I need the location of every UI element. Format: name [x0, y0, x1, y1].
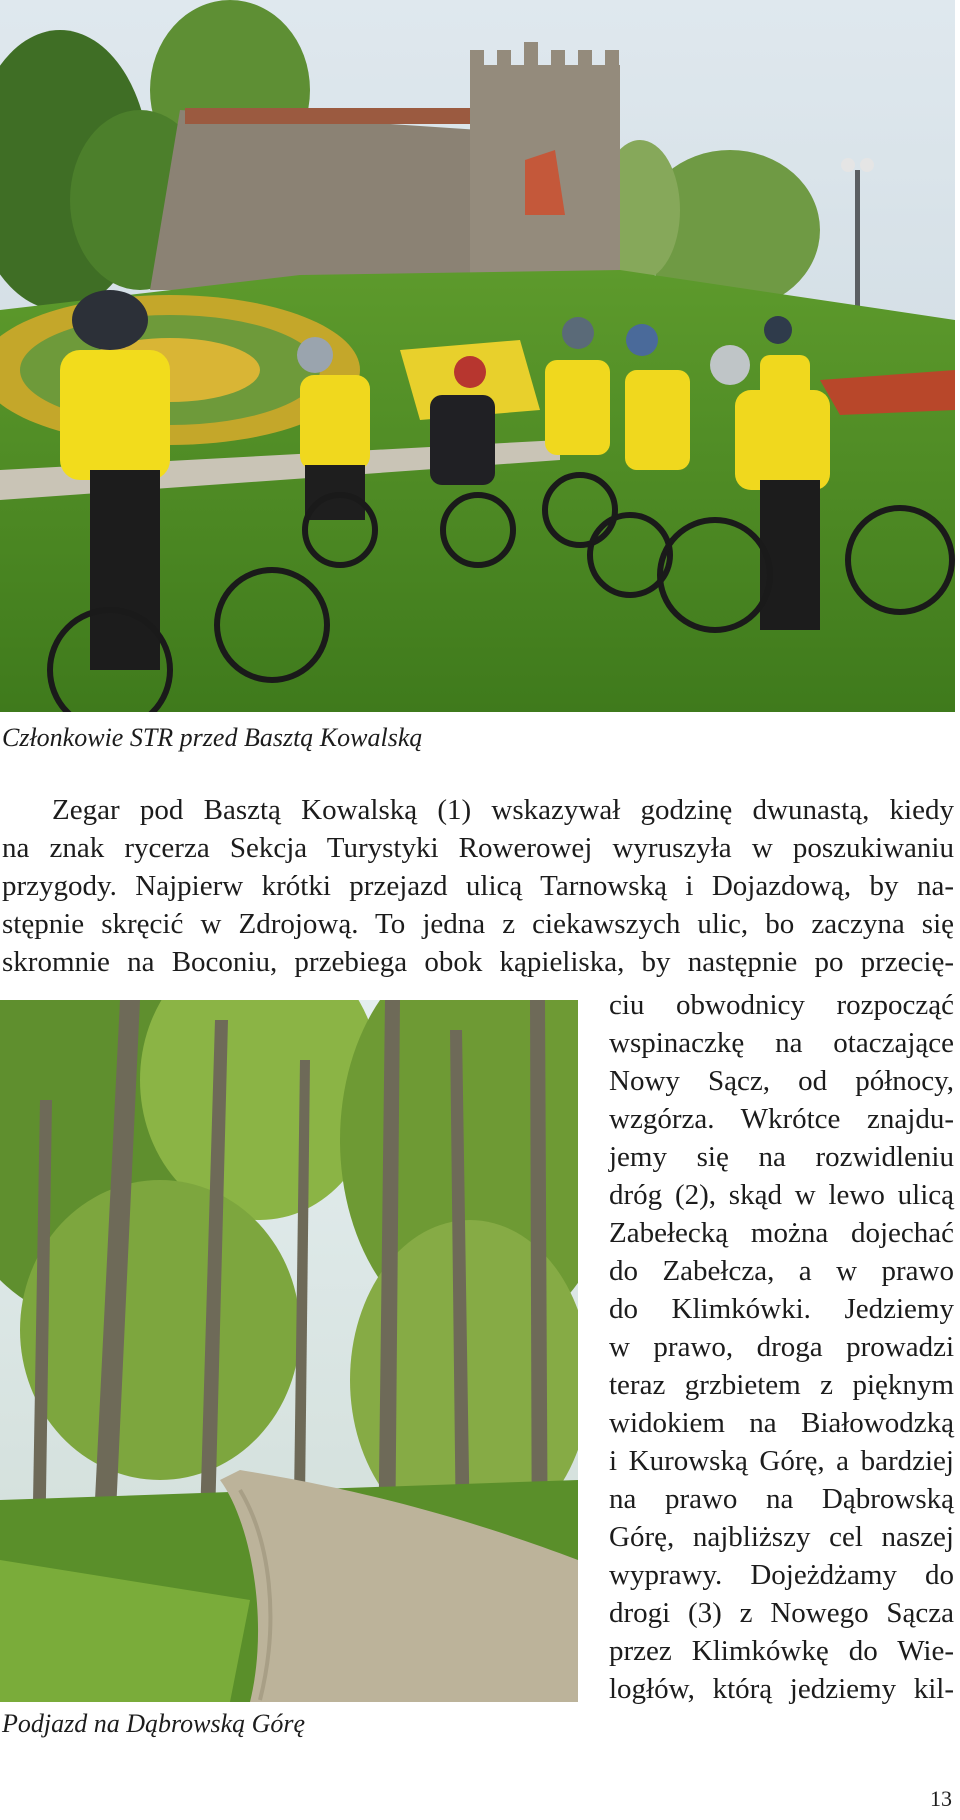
- text-line: i Kurowską Górę, a bardziej: [609, 1445, 954, 1477]
- forest-road-photo: [0, 1000, 578, 1702]
- text-line: drogi (3) z Nowego Sącza: [609, 1597, 954, 1629]
- text-line: w prawo, droga prowadzi: [609, 1331, 954, 1363]
- forest-road-illustration: [0, 1000, 578, 1702]
- text-line: skromnie na Boconiu, przebiega obok kąpieliska, by następnie po przecię-: [2, 946, 954, 978]
- text-line: do Zabełcza, a w prawo: [609, 1255, 954, 1287]
- text-line: na znak rycerza Sekcja Turystyki Rowerowej wyruszyła w poszukiwaniu: [2, 832, 954, 864]
- photo-caption-top: Członkowie STR przed Basztą Kowalską: [2, 723, 423, 752]
- text-line: ciu obwodnicy rozpocząć: [609, 989, 954, 1021]
- text-line: jemy się na rozwidleniu: [609, 1141, 954, 1173]
- text-line: Nowy Sącz, od północy,: [609, 1065, 954, 1097]
- text-line: przez Klimkówkę do Wie-: [609, 1635, 954, 1667]
- photo-caption-bottom: Podjazd na Dąbrowską Górę: [2, 1709, 306, 1738]
- text-line: widokiem na Białowodzką: [609, 1407, 954, 1439]
- text-line: dróg (2), skąd w lewo ulicą: [609, 1179, 954, 1211]
- page-number: 13: [930, 1786, 952, 1811]
- text-line: wspinaczkę na otaczające: [609, 1027, 954, 1059]
- text-line: wzgórza. Wkrótce znajdu-: [609, 1103, 954, 1135]
- text-line: Zabełecką można dojechać: [609, 1217, 954, 1249]
- text-line: teraz grzbietem z pięknym: [609, 1369, 954, 1401]
- text-line: stępnie skręcić w Zdrojową. To jedna z ciekawszych ulic, bo zaczyna się: [2, 908, 954, 940]
- cyclists-castle-illustration: [0, 0, 955, 712]
- text-line: na prawo na Dąbrowską: [609, 1483, 954, 1515]
- text-line: wyprawy. Dojeżdżamy do: [609, 1559, 954, 1591]
- text-line: przygody. Najpierw krótki przejazd ulicą Tarnowską i Dojazdową, by na-: [2, 870, 954, 902]
- cyclists-castle-photo: [0, 0, 955, 712]
- text-line: do Klimkówki. Jedziemy: [609, 1293, 954, 1325]
- text-line: Górę, najbliższy cel naszej: [609, 1521, 954, 1553]
- text-line: logłów, którą jedziemy kil-: [609, 1673, 954, 1705]
- text-line: Zegar pod Basztą Kowalską (1) wskazywał godzinę dwunastą, kiedy: [52, 794, 954, 826]
